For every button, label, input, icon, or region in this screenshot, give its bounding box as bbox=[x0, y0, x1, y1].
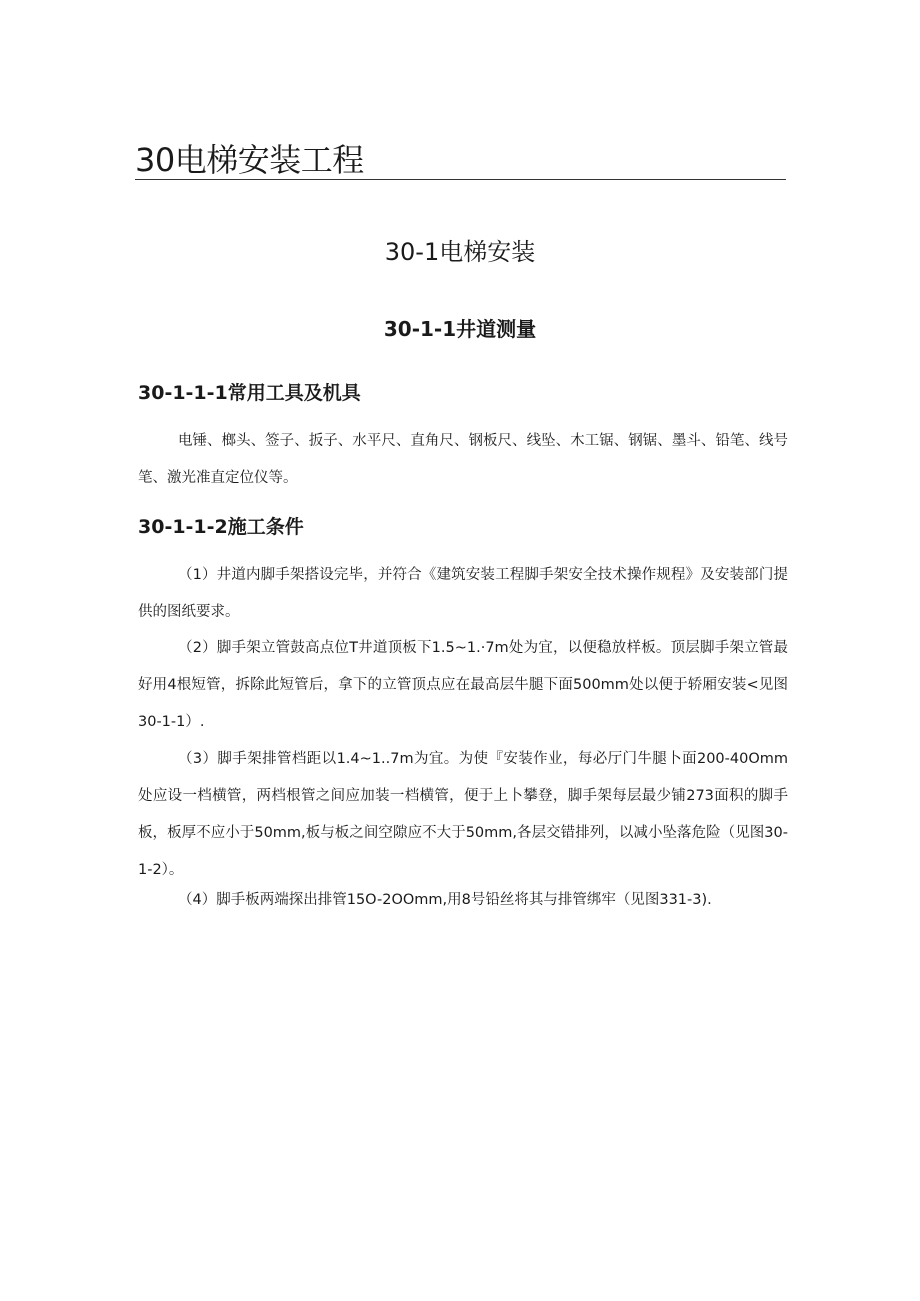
section-title: 30-1电梯安装 bbox=[384, 238, 536, 266]
conditions-heading: 30-1-1-2施工条件 bbox=[138, 516, 304, 538]
chapter-title-rule bbox=[135, 179, 786, 180]
tools-paragraph: 电锤、榔头、签子、扳子、水平尺、直角尺、钢板尺、线坠、木工锯、钢锯、墨斗、铅笔、线号笔、激光准直定位仪等。 bbox=[138, 433, 788, 486]
condition-item-4: （4）脚手板两端探出排管15O-2OOmm,用8号铅丝将其与排管绑牢（见图331-3). bbox=[178, 892, 712, 908]
subsection-title: 30-1-1井道测量 bbox=[383, 317, 537, 341]
tools-heading: 30-1-1-1常用工具及机具 bbox=[138, 382, 361, 404]
chapter-title: 30电梯安装工程 bbox=[135, 141, 364, 179]
condition-item-1: （1）井道内脚手架搭设完毕，并符合《建筑安装工程脚手架安全技术操作规程》及安装部门提供的图纸要求。 bbox=[138, 567, 788, 620]
condition-item-2: （2）脚手架立管鼓高点位T井道顶板下1.5~1.·7m处为宜，以便稳放样板。顶层脚手架立管最好用4根短管，拆除此短管后，拿下的立管顶点应在最高层牛腿下面500mm处以便于轿厢安装<见图30-1-1）. bbox=[138, 640, 788, 730]
condition-item-3: （3）脚手架排管档距以1.4~1..7m为宜。为使『安装作业，每必厅门牛腿卜面200-40Omm处应设一档横管，两档根管之间应加装一档横管，便于上卜攀登，脚手架每层最少铺273面积的脚手板，板厚不应小于50mm,板与板之间空隙应不大于50mm,各层交错排列，以减小坠落危险（见图30-1-2）。 bbox=[138, 751, 788, 878]
